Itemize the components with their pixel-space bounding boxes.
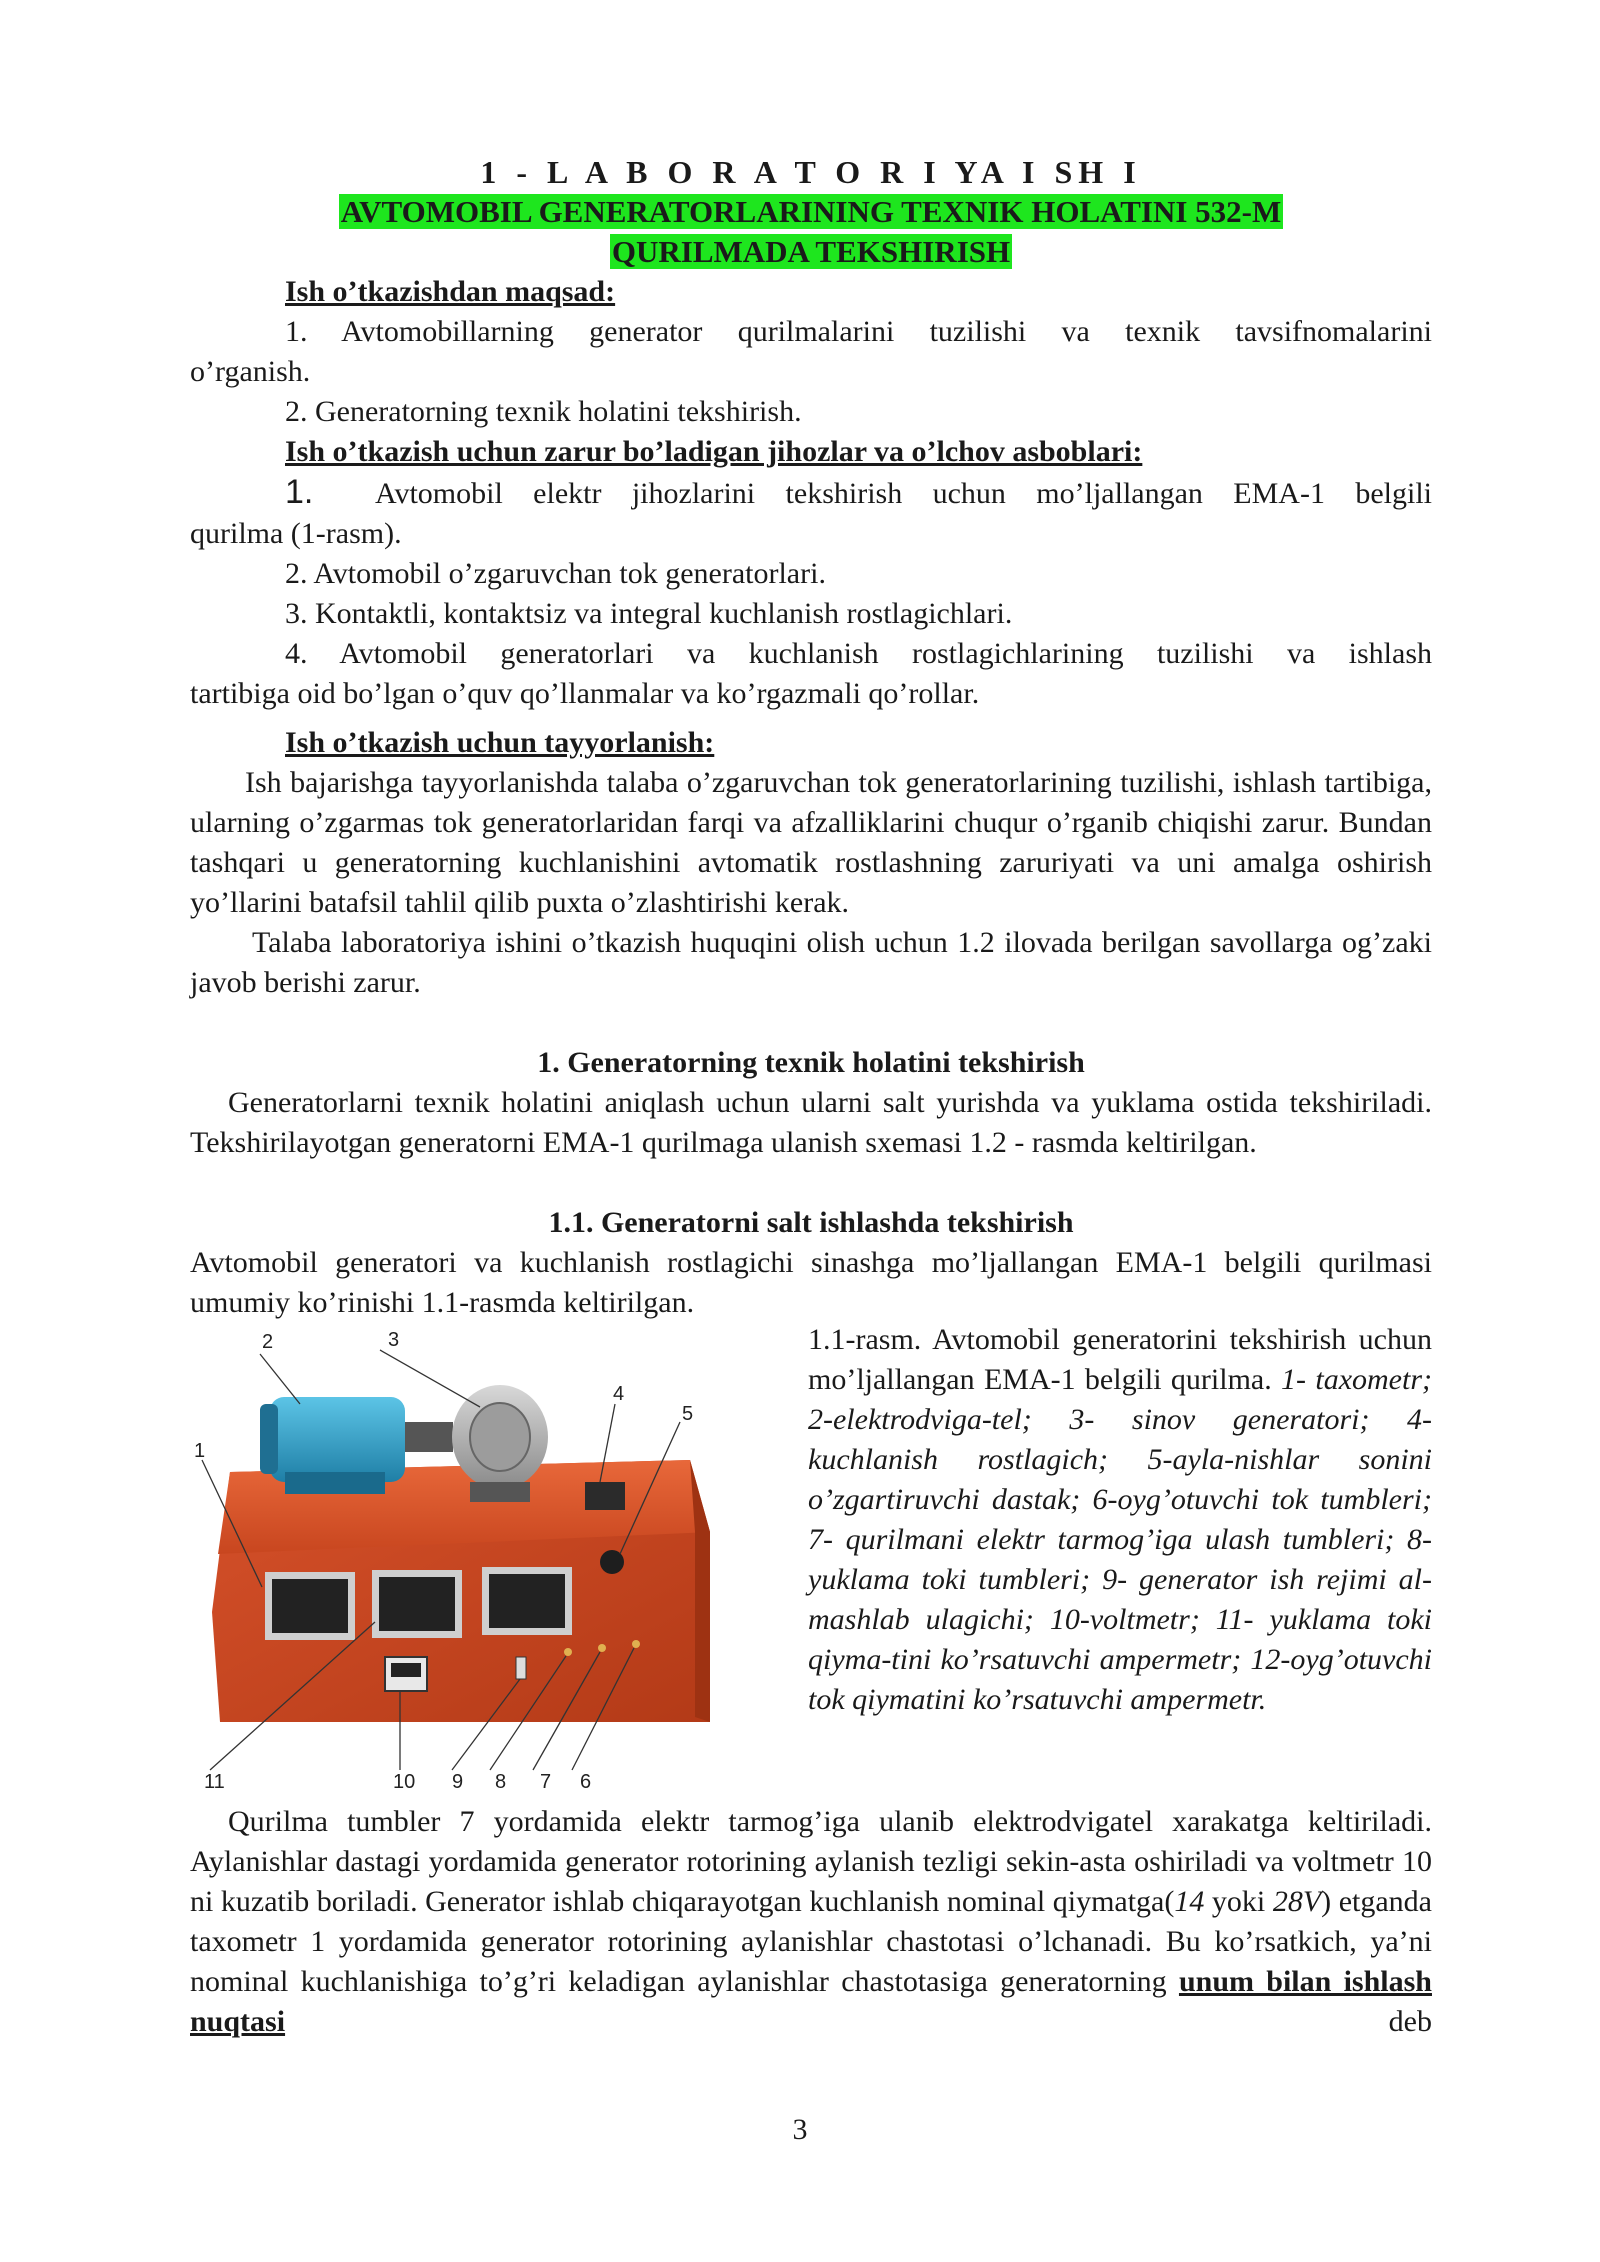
motor-base [285, 1472, 385, 1494]
goal-section [190, 272, 1432, 432]
callout-4: 4 [613, 1383, 625, 1405]
equipment-item-1-cont: qurilma (1-rasm). [190, 517, 402, 550]
ema1-device-illustration [190, 1322, 800, 1792]
motor-endcap [260, 1404, 278, 1474]
figure-ema1-device [190, 1322, 800, 1792]
section-1-heading: 1. Generatorning texnik holatini tekshirish [537, 1046, 1085, 1079]
equipment-item-4-cont: tartibiga oid bo’lgan o’quv qo’llanmalar va ko’rgazmali qo’rollar. [190, 677, 980, 710]
lab-title: 1 - L A B O R A T O R I YA I SH I [480, 154, 1142, 190]
figure-caption-legend: 1- taxometr; 2-elektrodviga-tel; 3- sinov generatori; 4-kuchlanish rostlagich; 5-ayla-nishlar sonini o’zgartiruvchi dastak; 6-oyg’otuvchi tok tumbleri; 7- qurilmani elektr tarmog’iga ulash tumbleri; 8- yuklama toki tumbleri; 9- generator ish rejimi al-mashlab ulagichi; 10-voltmetr; 11- yuklama toki qiyma-tini ko’rsatuvchi ampermetr; 12-oyg’otuvchi tok qiymatini ko’rsatuvchi ampermetr. [808, 1363, 1432, 1716]
closing-value-14: 14 [1174, 1885, 1205, 1918]
equipment-section [190, 432, 1432, 714]
title-block [190, 152, 1432, 272]
closing-text-1: Qurilma tumbler 7 yordamida elektr tarmog’iga ulanib elektrodvigatel xarakatga keltiriladi. Aylanishlar dastagi yordamida generator rotorining aylanish tezligi sekin-asta oshiriladi va voltmetr 10 ni kuzatib boriladi. Generator ishlab chiqarayotgan kuchlanish nominal qiymatga( [190, 1805, 1432, 1918]
page-number: 3 [792, 2113, 808, 2146]
equipment-item-2: 2. Avtomobil o’zgaruvchan tok generatorlari. [285, 557, 826, 590]
callout-10: 10 [393, 1771, 416, 1792]
callout-9: 9 [452, 1771, 464, 1792]
closing-underlined-term: unum bilan ishlash nuqtasi [190, 1965, 1432, 2038]
callout-11: 11 [204, 1771, 225, 1792]
goal-item-1-cont: o’rganish. [190, 355, 311, 388]
section-1 [190, 1043, 1432, 1163]
closing-value-28v: 28V [1272, 1885, 1322, 1918]
callout-8: 8 [495, 1771, 507, 1792]
callout-2: 2 [262, 1331, 274, 1353]
callout-7: 7 [540, 1771, 552, 1792]
switch-8 [564, 1648, 572, 1656]
mode-switch-9 [516, 1657, 526, 1679]
topic-title-line1: AVTOMOBIL GENERATORLARINING TEXNIK HOLATINI 532-M [340, 194, 1282, 229]
equipment-item-3: 3. Kontaktli, kontaktsiz va integral kuchlanish rostlagichlari. [285, 597, 1013, 630]
preparation-section [190, 723, 1432, 1003]
callout-1: 1 [194, 1440, 206, 1462]
equipment-item-1-number: 1. [285, 473, 314, 511]
callout-5: 5 [682, 1403, 694, 1425]
closing-text-3: deb [285, 2005, 1432, 2038]
meter-right-face [489, 1574, 565, 1628]
equipment-heading: Ish o’tkazish uchun zarur bo’ladigan jihozlar va o’lchov asboblari: [285, 435, 1143, 468]
generator-mount [470, 1482, 530, 1502]
ammeter-11-face [272, 1579, 348, 1633]
section-1-1-paragraph: Avtomobil generatori va kuchlanish rostlagichi sinashga mo’ljallangan EMA-1 belgili qurilmasi umumiy ko’rinishi 1.1-rasmda keltirilgan. [190, 1246, 1432, 1319]
generator-face [470, 1403, 530, 1471]
preparation-paragraph-2: Talaba laboratoriya ishini o’tkazish huquqini olish uchun 1.2 ilovada berilgan savollarga og’zaki javob berishi zarur. [190, 926, 1432, 999]
drive-shaft [405, 1422, 453, 1452]
closing-section [190, 1802, 1432, 2042]
electric-motor [270, 1397, 405, 1482]
callout-6: 6 [580, 1771, 592, 1792]
topic-title-line2: QURILMADA TEKSHIRISH [611, 234, 1011, 269]
switch-7 [598, 1644, 606, 1652]
equipment-item-4: 4. Avtomobil generatorlari va kuchlanish rostlagichlarining tuzilishi va ishlash [285, 637, 1432, 670]
closing-text-2: ) etganda taxometr 1 yordamida generator rotorining aylanishlar chastotasi o’lchanadi. Bu ko’rsatkich, ya’ni nominal kuchlanishiga to’g’ri keladigan aylanishlar chastotasiga generatorning [190, 1885, 1432, 1998]
closing-text-yoki: yoki [1204, 1885, 1273, 1918]
figure-caption-title: 1.1-rasm. Avtomobil generatorini tekshirish uchun mo’ljallangan EMA-1 belgili qurilma. [808, 1323, 1432, 1396]
figure-caption [808, 1320, 1432, 1720]
section-1-1-heading: 1.1. Generatorni salt ishlashda tekshirish [548, 1206, 1074, 1239]
equipment-item-1 [190, 472, 1432, 514]
voltmeter-10-face [391, 1663, 421, 1677]
closing-paragraph [190, 1802, 1432, 2042]
callout-3: 3 [388, 1329, 400, 1351]
voltage-regulator [585, 1482, 625, 1510]
section-1-paragraph: Generatorlarni texnik holatini aniqlash uchun ularni salt yurishda va yuklama ostida tekshiriladi. Tekshirilayotgan generatorni EMA-1 qurilmaga ulanish sxemasi 1.2 - rasmda keltirilgan. [190, 1086, 1432, 1159]
switch-6 [632, 1640, 640, 1648]
goal-item-1: 1. Avtomobillarning generator qurilmalarini tuzilishi va texnik tavsifnomalarini [285, 315, 1432, 348]
equipment-item-1-text: Avtomobil elektr jihozlarini tekshirish uchun mo’ljallangan EMA-1 belgili [375, 477, 1432, 510]
goal-heading: Ish o’tkazishdan maqsad: [285, 275, 616, 308]
section-1-1 [190, 1203, 1432, 1323]
preparation-heading: Ish o’tkazish uchun tayyorlanish: [285, 726, 715, 759]
preparation-paragraph-1: Ish bajarishga tayyorlanishda talaba o’zgaruvchan tok generatorlarining tuzilishi, ishlash tartibiga, ularning o’zgarmas tok generatorlaridan farqi va afzalliklarini chuqur o’rganib chiqishi zarur. Bundan tashqari u generatorning kuchlanishini avtomatik rostlashning zaruriyati va uni amalga oshirish yo’llarini batafsil tahlil qilib puxta o’zlashtirishi kerak. [190, 766, 1432, 919]
meter-middle-face [379, 1577, 455, 1631]
goal-item-2: 2. Generatorning texnik holatini tekshirish. [285, 395, 802, 428]
